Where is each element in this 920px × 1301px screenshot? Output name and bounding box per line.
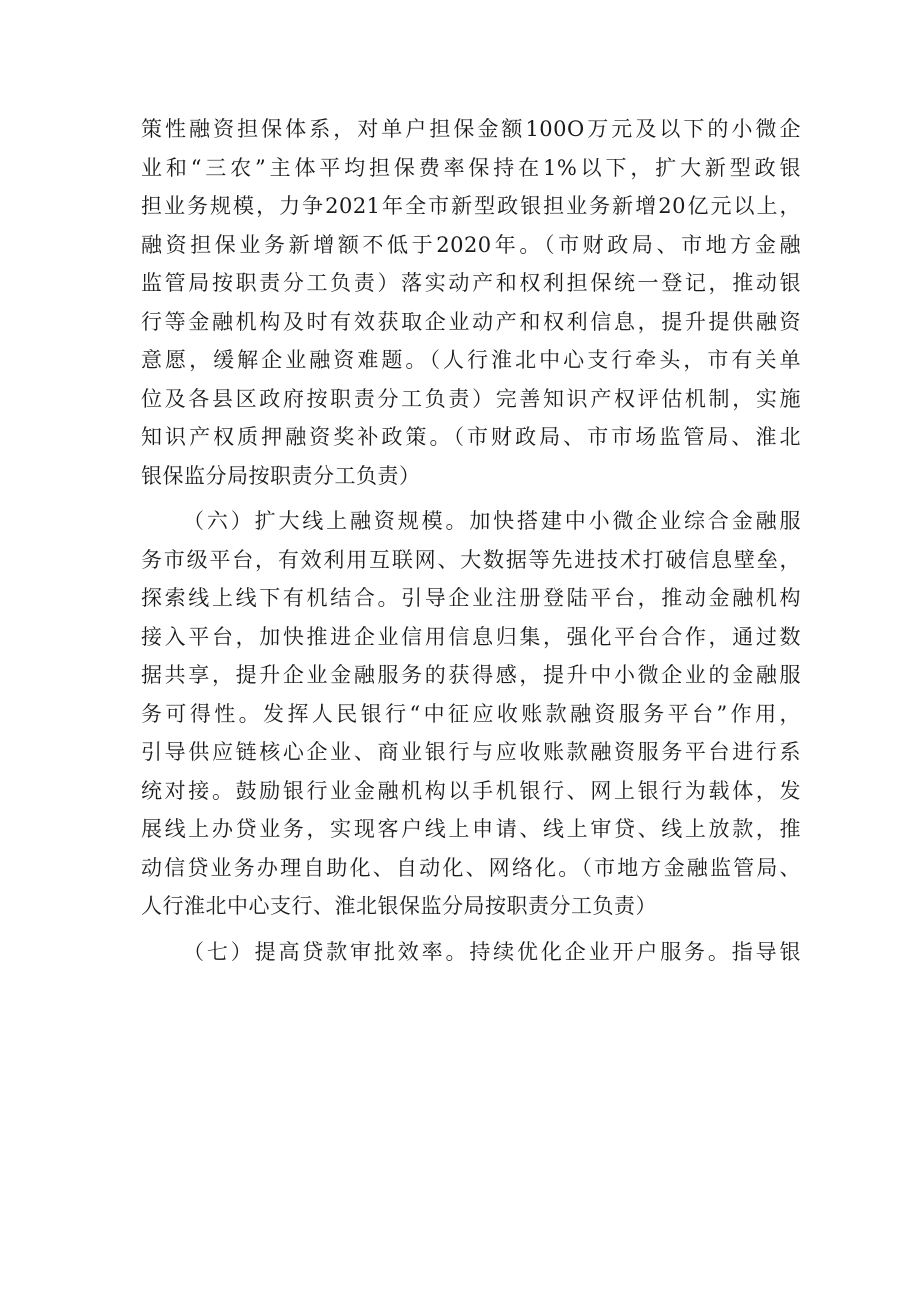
text-line: 动信贷业务办理自助化、自动化、网络化。（市地方金融监管局、	[141, 855, 801, 880]
text-line: 业和“三农”主体平均担保费率保持在1%以下，扩大新型政银	[141, 155, 801, 180]
text-line: 人行淮北中心支行、淮北银保监分局按职责分工负责）	[141, 894, 657, 918]
paragraph-credit-guarantee	[141, 110, 801, 495]
text-line: 行等金融机构及时有效获取企业动产和权利信息，提升提供融资	[141, 309, 801, 334]
text-line: 银保监分局按职责分工负责）	[141, 463, 421, 488]
text-line: 务可得性。发挥人民银行“中征应收账款融资服务平台”作用，	[141, 701, 801, 726]
text-line: 探索线上线下有机结合。引导企业注册登陆平台，推动金融机构	[141, 586, 801, 610]
paragraph-loan-approval	[141, 933, 801, 972]
text-line: 展线上办贷业务，实现客户线上申请、线上审贷、线上放款，推	[141, 817, 801, 841]
section-heading-line: （六）扩大线上融资规模。加快搭建中小微企业综合金融服	[183, 509, 801, 533]
text-line: 监管局按职责分工负责）落实动产和权利担保统一登记，推动银	[141, 271, 801, 295]
paragraph-online-financing	[141, 502, 801, 926]
text-line: 接入平台，加快推进企业信用信息归集，强化平台合作，通过数	[141, 624, 801, 649]
text-line: 意愿，缓解企业融资难题。（人行淮北中心支行牵头，市有关单	[141, 348, 801, 372]
text-line: 引导供应链核心企业、商业银行与应收账款融资服务平台进行系	[141, 740, 801, 764]
text-line: 知识产权质押融资奖补政策。（市财政局、市市场监管局、淮北	[141, 425, 801, 449]
text-line: 务市级平台，有效利用互联网、大数据等先进技术打破信息壁垒，	[141, 547, 801, 572]
text-line: 统对接。鼓励银行业金融机构以手机银行、网上银行为载体，发	[141, 778, 801, 803]
text-line: 融资担保业务新增额不低于2020年。（市财政局、市地方金融	[141, 232, 801, 257]
text-line: 位及各县区政府按职责分工负责）完善知识产权评估机制，实施	[141, 386, 801, 411]
text-line: 担业务规模，力争2021年全市新型政银担业务新增20亿元以上，	[141, 194, 801, 218]
section-heading-line: （七）提高贷款审批效率。持续优化企业开户服务。指导银	[183, 939, 801, 964]
text-line: 据共享，提升企业金融服务的获得感，提升中小微企业的金融服	[141, 663, 801, 687]
paragraph-gap	[141, 926, 801, 933]
paragraph-gap	[141, 495, 801, 502]
text-line: 策性融资担保体系，对单户担保金额100O万元及以下的小微企	[141, 117, 801, 141]
document-body	[141, 110, 801, 971]
